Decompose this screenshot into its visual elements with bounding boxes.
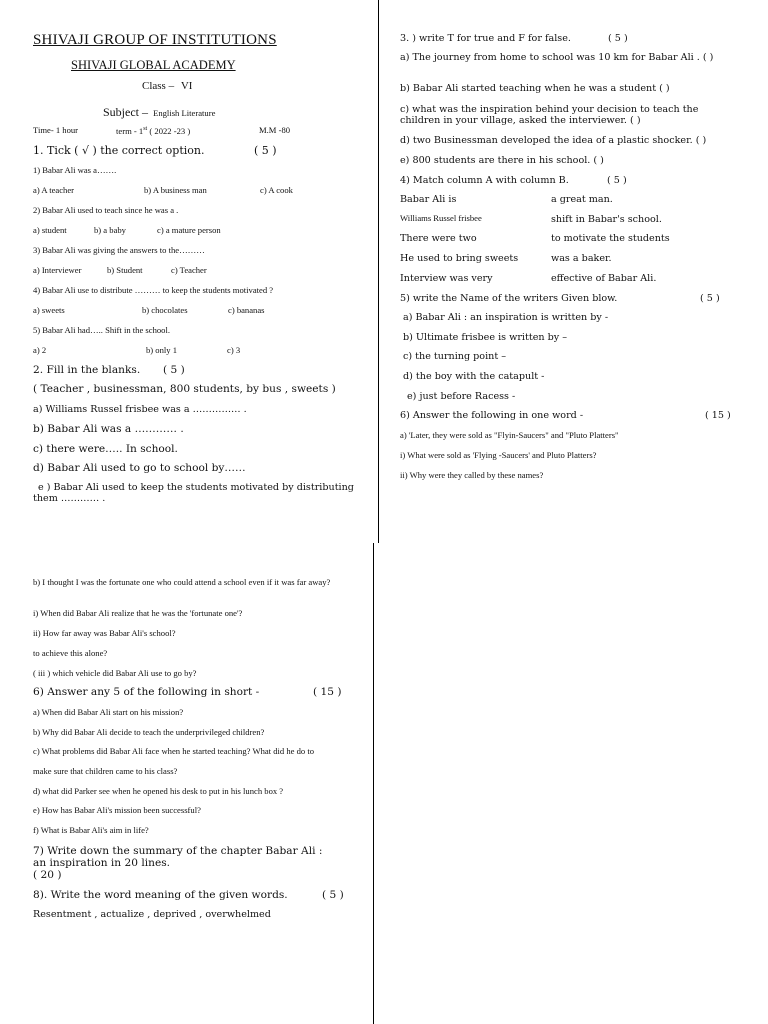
q6b-item-d: d) what did Parker see when he opened his desk to put in his lunch box ? xyxy=(33,786,284,796)
q3-a: a) The journey from home to school was 10 km for Babar Ali . ( ) xyxy=(400,52,714,63)
q5-heading: 5) write the Name of the writers Given blow. xyxy=(400,293,618,304)
subject-label: Subject – xyxy=(103,105,148,119)
academy-title: SHIVAJI GLOBAL ACADEMY xyxy=(71,58,236,72)
q5-item-d: d) the boy with the catapult - xyxy=(403,371,545,382)
q6b-item-e: e) How has Babar Ali's mission been successful? xyxy=(33,805,201,815)
q3-marks: ( 5 ) xyxy=(608,33,628,44)
q1-marks: ( 5 ) xyxy=(254,144,277,157)
q2-c: c) there were….. In school. xyxy=(33,443,178,455)
q4-row-3-b: to motivate the students xyxy=(551,233,670,244)
q1-item-5-opt-c: c) 3 xyxy=(227,345,241,355)
q6-i: i) What were sold as 'Flying -Saucers' and Pluto Platters? xyxy=(400,450,597,460)
q3-heading: 3. ) write T for true and F for false. xyxy=(400,33,571,44)
q4-row-5-a: Interview was very xyxy=(400,273,493,284)
q1-item-1-opt-a: a) A teacher xyxy=(33,185,75,195)
q2-marks: ( 5 ) xyxy=(163,364,185,376)
q1-item-5-opt-a: a) 2 xyxy=(33,345,47,355)
q3-b: b) Babar Ali started teaching when he was a student ( ) xyxy=(400,83,670,94)
q1-item-4-stem: 4) Babar Ali use to distribute ……… to keep the students motivated ? xyxy=(33,285,274,295)
q1-item-3-opt-b: b) Student xyxy=(107,265,143,275)
q4-heading: 4) Match column A with column B. xyxy=(400,175,569,186)
q6b-item-f: f) What is Babar Ali's aim in life? xyxy=(33,825,149,835)
q2-b: b) Babar Ali was a ………… . xyxy=(33,423,184,435)
q4-row-5-b: effective of Babar Ali. xyxy=(551,273,657,284)
q1-item-3-stem: 3) Babar Ali was giving the answers to the……… xyxy=(33,245,205,255)
q4-row-4-b: was a baker. xyxy=(551,253,612,264)
q3-d: d) two Businessman developed the idea of a plastic shocker. ( ) xyxy=(400,135,707,146)
q2-a: a) Williams Russel frisbee was a …………… . xyxy=(33,404,247,415)
q4-row-4-a: He used to bring sweets xyxy=(400,253,519,264)
q1-item-3-opt-c: c) Teacher xyxy=(171,265,207,275)
lower-ii-cont: to achieve this alone? xyxy=(33,648,108,658)
lower-b: b) I thought I was the fortunate one who could attend a school even if it was far away? xyxy=(33,577,331,587)
q6-a: a) 'Later, they were sold as "Flyin-Saucers" and "Pluto Platters" xyxy=(400,430,619,440)
q7-heading: 7) Write down the summary of the chapter Babar Ali : an inspiration in 20 lines. xyxy=(33,845,323,870)
q1-item-1-opt-c: c) A cook xyxy=(260,185,293,195)
q6-ii: ii) Why were they called by these names? xyxy=(400,470,544,480)
q8-words: Resentment , actualize , deprived , overwhelmed xyxy=(33,909,271,920)
column-divider-top xyxy=(378,0,379,543)
q2-e: e ) Babar Ali used to keep the students motivated by distributing them ………… . xyxy=(33,482,354,505)
q3-e: e) 800 students are there in his school. ( ) xyxy=(400,155,604,166)
q1-item-1-opt-b: b) A business man xyxy=(144,185,207,195)
q1-item-2-opt-b: b) a baby xyxy=(94,225,126,235)
q1-item-3-opt-a: a) Interviewer xyxy=(33,265,82,275)
q2-d: d) Babar Ali used to go to school by…… xyxy=(33,462,246,474)
q1-item-2-stem: 2) Babar Ali used to teach since he was a . xyxy=(33,205,179,215)
term-info xyxy=(116,126,190,137)
class-value: VI xyxy=(180,80,193,92)
q5-item-b: b) Ultimate frisbee is written by – xyxy=(403,332,568,343)
q1-item-1-stem: 1) Babar Ali was a……. xyxy=(33,165,117,175)
q3-c: c) what was the inspiration behind your decision to teach the children in your village, asked the interviewer. ( ) xyxy=(400,104,699,127)
term-year: ( 2022 -23 ) xyxy=(147,125,191,136)
q1-item-5-stem: 5) Babar Ali had….. Shift in the school. xyxy=(33,325,171,335)
subject-value: English Literature xyxy=(153,108,216,118)
q6b-heading: 6) Answer any 5 of the following in short - xyxy=(33,686,260,698)
class-line xyxy=(142,80,192,93)
subject-line xyxy=(103,102,215,120)
q4-row-2-b: shift in Babar's school. xyxy=(551,214,662,225)
q7-marks: ( 20 ) xyxy=(33,869,62,881)
q1-item-4-opt-b: b) chocolates xyxy=(142,305,188,315)
q6b-marks: ( 15 ) xyxy=(313,686,342,698)
q6b-item-c-cont: make sure that children came to his class? xyxy=(33,766,178,776)
lower-ii: ii) How far away was Babar Ali's school? xyxy=(33,628,176,638)
q1-item-5-opt-b: b) only 1 xyxy=(146,345,178,355)
class-label: Class – xyxy=(142,80,175,92)
q8-marks: ( 5 ) xyxy=(322,889,344,901)
q4-row-1-a: Babar Ali is xyxy=(400,194,457,205)
q6-heading: 6) Answer the following in one word - xyxy=(400,410,584,421)
school-title: SHIVAJI GROUP OF INSTITUTIONS xyxy=(33,32,277,48)
q2-heading: 2. Fill in the blanks. xyxy=(33,364,141,376)
q1-item-4-opt-c: c) bananas xyxy=(228,305,265,315)
q1-item-4-opt-a: a) sweets xyxy=(33,305,65,315)
q4-row-1-b: a great man. xyxy=(551,194,613,205)
q1-item-2-opt-c: c) a mature person xyxy=(157,225,221,235)
q4-row-3-a: There were two xyxy=(400,233,477,244)
q6b-item-b: b) Why did Babar Ali decide to teach the underprivileged children? xyxy=(33,727,265,737)
q6-marks: ( 15 ) xyxy=(705,410,731,421)
q4-row-2-a: Williams Russel frisbee xyxy=(400,213,482,223)
column-divider-bottom xyxy=(373,543,374,1024)
q8-heading: 8). Write the word meaning of the given words. xyxy=(33,889,288,901)
q5-item-e: e) just before Racess - xyxy=(407,391,516,402)
q6b-item-a: a) When did Babar Ali start on his mission? xyxy=(33,707,184,717)
q5-item-c: c) the turning point – xyxy=(403,351,507,362)
q1-item-2-opt-a: a) student xyxy=(33,225,67,235)
q4-marks: ( 5 ) xyxy=(607,175,627,186)
lower-iii: ( iii ) which vehicle did Babar Ali use to go by? xyxy=(33,668,197,678)
q5-item-a: a) Babar Ali : an inspiration is written by - xyxy=(403,312,609,323)
time-info: Time- 1 hour xyxy=(33,125,79,135)
q1-heading: 1. Tick ( √ ) the correct option. xyxy=(33,144,205,157)
q5-marks: ( 5 ) xyxy=(700,293,720,304)
term-label: term - 1 xyxy=(116,125,144,136)
q2-options: ( Teacher , businessman, 800 students, by bus , sweets ) xyxy=(33,383,336,395)
max-marks: M.M -80 xyxy=(259,125,291,135)
lower-i: i) When did Babar Ali realize that he was the 'fortunate one'? xyxy=(33,608,243,618)
term-sup: st xyxy=(143,126,148,132)
q6b-item-c: c) What problems did Babar Ali face when he started teaching? What did he do to xyxy=(33,746,315,756)
